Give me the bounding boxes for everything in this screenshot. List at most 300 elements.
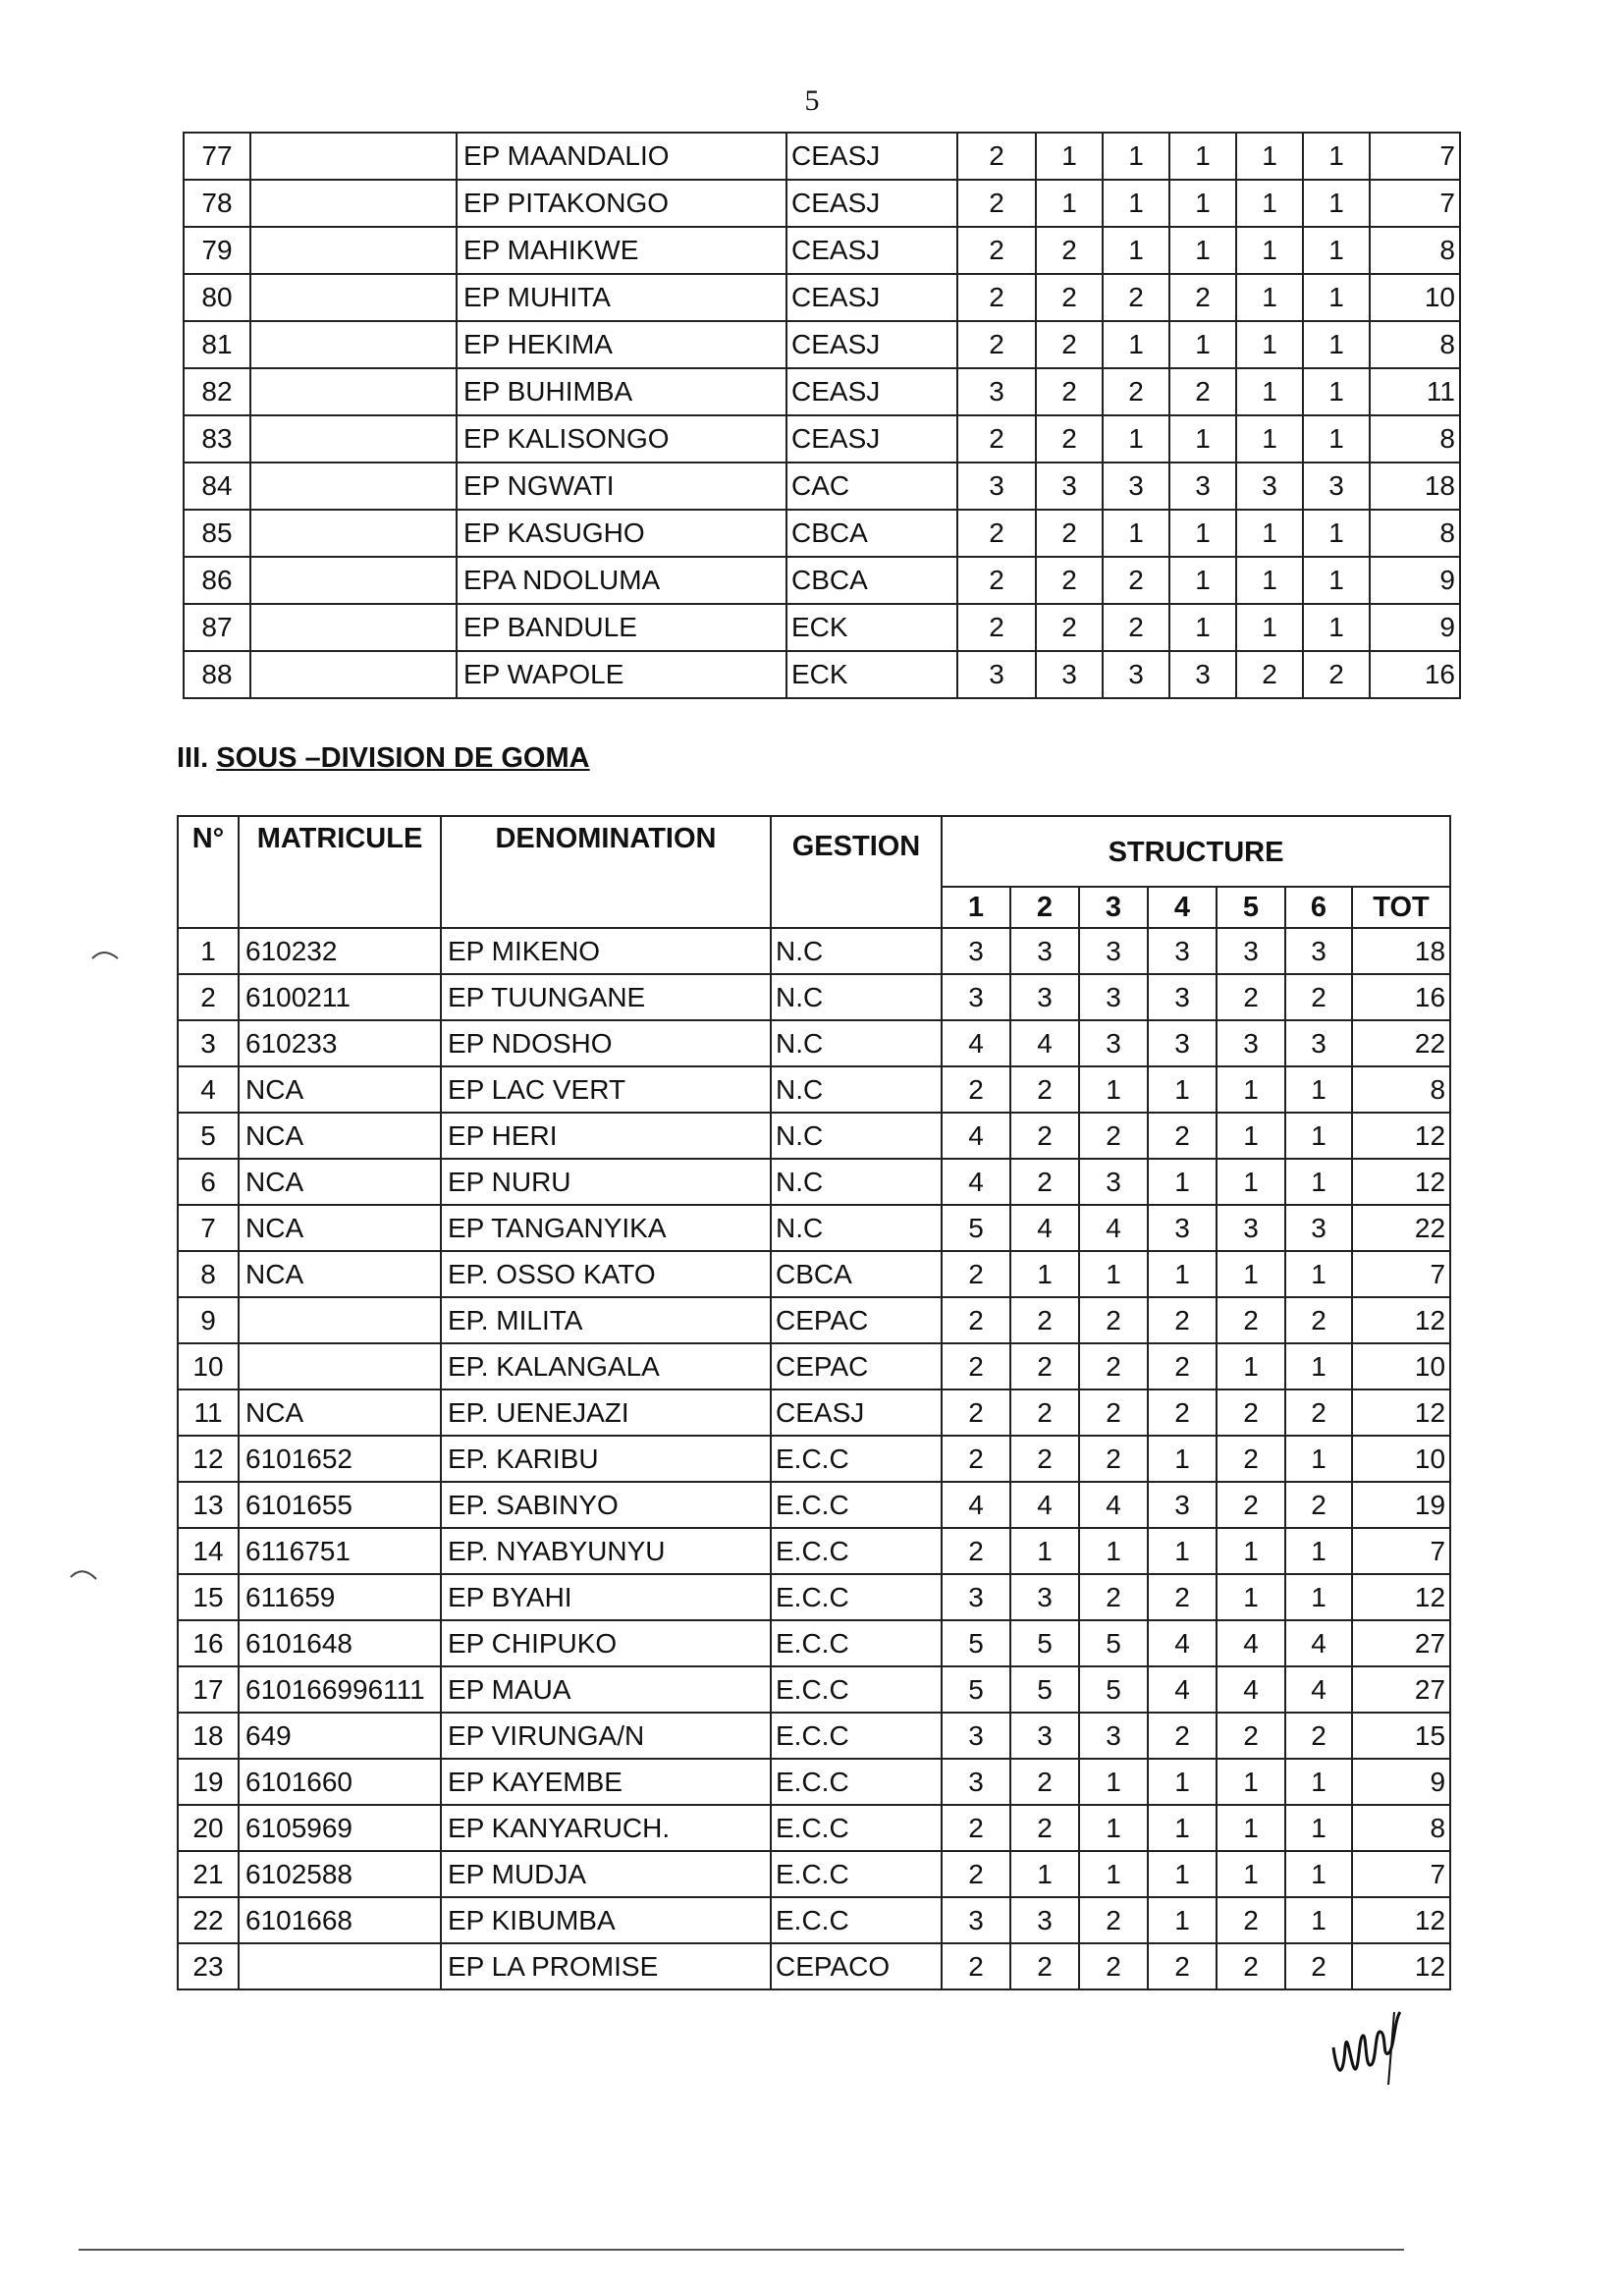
section-prefix: III.	[177, 742, 217, 774]
row-number: 23	[178, 1943, 239, 1989]
structure-cell-1: 2	[942, 1805, 1010, 1851]
gestion-cell: ECK	[786, 604, 957, 651]
table-row	[178, 1020, 1450, 1066]
header-col-5: 5	[1217, 887, 1285, 928]
total-cell: 12	[1352, 1389, 1450, 1436]
structure-cell-5: 2	[1217, 1943, 1285, 1989]
structure-cell-6: 1	[1303, 510, 1370, 557]
structure-cell-5: 3	[1217, 928, 1285, 974]
gestion-cell: E.C.C	[771, 1897, 942, 1943]
margin-mark	[90, 949, 120, 962]
row-number: 81	[184, 321, 250, 368]
structure-cell-6: 2	[1285, 1713, 1352, 1759]
structure-cell-5: 1	[1217, 1251, 1285, 1297]
structure-cell-5: 2	[1217, 1297, 1285, 1343]
structure-cell-4: 3	[1148, 974, 1217, 1020]
matricule-cell	[250, 557, 457, 604]
denomination-cell: EP HERI	[441, 1113, 771, 1159]
gestion-cell: CEASJ	[786, 133, 957, 180]
structure-cell-4: 2	[1148, 1713, 1217, 1759]
gestion-cell: E.C.C	[771, 1759, 942, 1805]
structure-cell-1: 3	[942, 974, 1010, 1020]
structure-cell-6: 4	[1285, 1666, 1352, 1713]
total-cell: 27	[1352, 1666, 1450, 1713]
structure-cell-4: 1	[1169, 415, 1236, 463]
total-cell: 9	[1352, 1759, 1450, 1805]
matricule-cell	[250, 604, 457, 651]
structure-cell-3: 3	[1079, 1713, 1148, 1759]
structure-cell-6: 1	[1303, 368, 1370, 415]
structure-cell-4: 2	[1169, 274, 1236, 321]
gestion-cell: CEASJ	[786, 274, 957, 321]
table-row	[184, 415, 1460, 463]
structure-cell-1: 3	[957, 651, 1036, 698]
structure-cell-1: 2	[957, 321, 1036, 368]
gestion-cell: E.C.C	[771, 1805, 942, 1851]
structure-cell-6: 2	[1285, 1482, 1352, 1528]
structure-cell-4: 2	[1148, 1343, 1217, 1389]
table-row	[184, 133, 1460, 180]
gestion-cell: CEASJ	[786, 180, 957, 227]
row-number: 77	[184, 133, 250, 180]
row-number: 1	[178, 928, 239, 974]
structure-cell-2: 2	[1010, 1759, 1079, 1805]
total-cell: 8	[1370, 415, 1460, 463]
total-cell: 8	[1352, 1805, 1450, 1851]
structure-cell-2: 1	[1010, 1851, 1079, 1897]
table-row	[178, 1943, 1450, 1989]
denomination-cell: EP MAUA	[441, 1666, 771, 1713]
structure-cell-6: 2	[1285, 1389, 1352, 1436]
row-number: 16	[178, 1620, 239, 1666]
structure-cell-2: 5	[1010, 1666, 1079, 1713]
table-row	[178, 1574, 1450, 1620]
structure-cell-1: 3	[942, 928, 1010, 974]
structure-cell-1: 2	[957, 604, 1036, 651]
structure-cell-4: 4	[1148, 1666, 1217, 1713]
header-num: N°	[178, 816, 239, 928]
structure-cell-3: 2	[1103, 368, 1169, 415]
total-cell: 8	[1370, 510, 1460, 557]
structure-cell-1: 2	[942, 1389, 1010, 1436]
total-cell: 12	[1352, 1574, 1450, 1620]
structure-cell-1: 2	[957, 557, 1036, 604]
structure-cell-2: 3	[1010, 1713, 1079, 1759]
matricule-cell: 611659	[239, 1574, 441, 1620]
structure-cell-3: 2	[1103, 604, 1169, 651]
header-col-tot: TOT	[1352, 887, 1450, 928]
row-number: 17	[178, 1666, 239, 1713]
denomination-cell: EP NURU	[441, 1159, 771, 1205]
structure-cell-5: 1	[1236, 510, 1303, 557]
table-row	[178, 928, 1450, 974]
total-cell: 10	[1370, 274, 1460, 321]
row-number: 87	[184, 604, 250, 651]
structure-cell-6: 2	[1303, 651, 1370, 698]
table-row	[184, 227, 1460, 274]
structure-cell-3: 2	[1079, 1436, 1148, 1482]
gestion-cell: CEASJ	[771, 1389, 942, 1436]
gestion-cell: CBCA	[786, 510, 957, 557]
structure-cell-3: 3	[1079, 974, 1148, 1020]
row-number: 2	[178, 974, 239, 1020]
structure-cell-3: 1	[1103, 321, 1169, 368]
gestion-cell: E.C.C	[771, 1528, 942, 1574]
table-row	[178, 1666, 1450, 1713]
structure-cell-6: 4	[1285, 1620, 1352, 1666]
matricule-cell: NCA	[239, 1113, 441, 1159]
structure-cell-4: 1	[1148, 1436, 1217, 1482]
structure-cell-5: 3	[1217, 1205, 1285, 1251]
structure-cell-1: 2	[942, 1528, 1010, 1574]
structure-cell-4: 1	[1169, 510, 1236, 557]
structure-cell-1: 2	[957, 415, 1036, 463]
structure-cell-5: 1	[1236, 321, 1303, 368]
structure-cell-1: 3	[957, 368, 1036, 415]
structure-cell-1: 2	[942, 1851, 1010, 1897]
denomination-cell: EP. NYABYUNYU	[441, 1528, 771, 1574]
denomination-cell: EP MAANDALIO	[457, 133, 786, 180]
structure-cell-5: 4	[1217, 1666, 1285, 1713]
structure-cell-2: 4	[1010, 1205, 1079, 1251]
structure-cell-6: 1	[1285, 1897, 1352, 1943]
goma-table	[177, 815, 1451, 1990]
structure-cell-2: 3	[1010, 1574, 1079, 1620]
structure-cell-5: 1	[1217, 1805, 1285, 1851]
row-number: 15	[178, 1574, 239, 1620]
matricule-cell	[250, 510, 457, 557]
gestion-cell: N.C	[771, 974, 942, 1020]
structure-cell-6: 1	[1303, 415, 1370, 463]
structure-cell-4: 1	[1169, 557, 1236, 604]
structure-cell-5: 2	[1217, 974, 1285, 1020]
row-number: 80	[184, 274, 250, 321]
structure-cell-3: 1	[1079, 1528, 1148, 1574]
structure-cell-2: 3	[1036, 463, 1103, 510]
structure-cell-4: 1	[1148, 1528, 1217, 1574]
matricule-cell: 610232	[239, 928, 441, 974]
total-cell: 7	[1370, 133, 1460, 180]
structure-cell-6: 1	[1303, 557, 1370, 604]
row-number: 4	[178, 1066, 239, 1113]
table-row	[178, 1066, 1450, 1113]
matricule-cell	[239, 1343, 441, 1389]
structure-cell-4: 3	[1169, 463, 1236, 510]
structure-cell-4: 1	[1148, 1805, 1217, 1851]
gestion-cell: N.C	[771, 1113, 942, 1159]
structure-cell-3: 2	[1079, 1343, 1148, 1389]
matricule-cell: NCA	[239, 1205, 441, 1251]
denomination-cell: EPA NDOLUMA	[457, 557, 786, 604]
row-number: 88	[184, 651, 250, 698]
structure-cell-3: 3	[1103, 651, 1169, 698]
total-cell: 10	[1352, 1343, 1450, 1389]
structure-cell-6: 2	[1285, 1943, 1352, 1989]
structure-cell-5: 2	[1217, 1713, 1285, 1759]
total-cell: 19	[1352, 1482, 1450, 1528]
row-number: 86	[184, 557, 250, 604]
row-number: 5	[178, 1113, 239, 1159]
denomination-cell: EP PITAKONGO	[457, 180, 786, 227]
table-row	[178, 1805, 1450, 1851]
structure-cell-4: 1	[1148, 1851, 1217, 1897]
structure-cell-2: 2	[1036, 321, 1103, 368]
structure-cell-3: 1	[1079, 1066, 1148, 1113]
structure-cell-1: 2	[942, 1251, 1010, 1297]
structure-cell-6: 1	[1285, 1574, 1352, 1620]
denomination-cell: EP KAYEMBE	[441, 1759, 771, 1805]
total-cell: 9	[1370, 604, 1460, 651]
structure-cell-4: 2	[1148, 1389, 1217, 1436]
structure-cell-3: 3	[1103, 463, 1169, 510]
structure-cell-4: 2	[1148, 1297, 1217, 1343]
header-col-4: 4	[1148, 887, 1217, 928]
structure-cell-4: 2	[1169, 368, 1236, 415]
total-cell: 12	[1352, 1159, 1450, 1205]
gestion-cell: CEASJ	[786, 368, 957, 415]
denomination-cell: EP KANYARUCH.	[441, 1805, 771, 1851]
structure-cell-1: 3	[942, 1713, 1010, 1759]
denomination-cell: EP TUUNGANE	[441, 974, 771, 1020]
matricule-cell	[250, 133, 457, 180]
matricule-cell: 6101655	[239, 1482, 441, 1528]
structure-cell-6: 1	[1285, 1066, 1352, 1113]
structure-cell-2: 2	[1010, 1389, 1079, 1436]
denomination-cell: EP. KALANGALA	[441, 1343, 771, 1389]
margin-mark	[69, 1567, 98, 1581]
denomination-cell: EP CHIPUKO	[441, 1620, 771, 1666]
row-number: 9	[178, 1297, 239, 1343]
header-matricule: MATRICULE	[239, 816, 441, 928]
page-number: 5	[804, 84, 820, 117]
structure-cell-5: 1	[1217, 1574, 1285, 1620]
structure-cell-4: 1	[1148, 1759, 1217, 1805]
total-cell: 7	[1352, 1528, 1450, 1574]
matricule-cell: 6101660	[239, 1759, 441, 1805]
header-col-6: 6	[1285, 887, 1352, 928]
matricule-cell: 610166996111	[239, 1666, 441, 1713]
structure-cell-1: 4	[942, 1482, 1010, 1528]
structure-cell-1: 2	[942, 1297, 1010, 1343]
structure-cell-5: 2	[1217, 1389, 1285, 1436]
denomination-cell: EP. UENEJAZI	[441, 1389, 771, 1436]
structure-cell-6: 1	[1285, 1113, 1352, 1159]
row-number: 85	[184, 510, 250, 557]
total-cell: 15	[1352, 1713, 1450, 1759]
structure-cell-2: 2	[1036, 227, 1103, 274]
structure-cell-3: 1	[1079, 1759, 1148, 1805]
structure-cell-4: 1	[1169, 227, 1236, 274]
total-cell: 11	[1370, 368, 1460, 415]
structure-cell-4: 3	[1148, 1482, 1217, 1528]
structure-cell-4: 1	[1169, 604, 1236, 651]
matricule-cell: 6100211	[239, 974, 441, 1020]
matricule-cell	[250, 321, 457, 368]
denomination-cell: EP WAPOLE	[457, 651, 786, 698]
structure-cell-2: 5	[1010, 1620, 1079, 1666]
structure-cell-2: 1	[1010, 1251, 1079, 1297]
structure-cell-2: 2	[1010, 1159, 1079, 1205]
structure-cell-2: 2	[1010, 1943, 1079, 1989]
total-cell: 27	[1352, 1620, 1450, 1666]
structure-cell-4: 1	[1148, 1159, 1217, 1205]
denomination-cell: EP NDOSHO	[441, 1020, 771, 1066]
row-number: 84	[184, 463, 250, 510]
structure-cell-2: 2	[1036, 415, 1103, 463]
row-number: 14	[178, 1528, 239, 1574]
structure-cell-6: 1	[1285, 1528, 1352, 1574]
bottom-rule	[79, 2249, 1404, 2251]
denomination-cell: EP KASUGHO	[457, 510, 786, 557]
total-cell: 22	[1352, 1020, 1450, 1066]
denomination-cell: EP MAHIKWE	[457, 227, 786, 274]
structure-cell-6: 1	[1285, 1851, 1352, 1897]
matricule-cell: 6101668	[239, 1897, 441, 1943]
matricule-cell: 649	[239, 1713, 441, 1759]
structure-cell-5: 3	[1217, 1020, 1285, 1066]
row-number: 78	[184, 180, 250, 227]
table-row	[178, 1113, 1450, 1159]
structure-cell-1: 2	[942, 1436, 1010, 1482]
structure-cell-4: 2	[1148, 1574, 1217, 1620]
matricule-cell: 6101648	[239, 1620, 441, 1666]
gestion-cell: E.C.C	[771, 1574, 942, 1620]
table-row	[178, 1297, 1450, 1343]
structure-cell-5: 1	[1217, 1759, 1285, 1805]
denomination-cell: EP MUDJA	[441, 1851, 771, 1897]
row-number: 82	[184, 368, 250, 415]
gestion-cell: E.C.C	[771, 1482, 942, 1528]
structure-cell-6: 1	[1303, 274, 1370, 321]
structure-cell-3: 2	[1079, 1574, 1148, 1620]
denomination-cell: EP LAC VERT	[441, 1066, 771, 1113]
table-row	[178, 1713, 1450, 1759]
gestion-cell: CEPAC	[771, 1343, 942, 1389]
total-cell: 8	[1370, 227, 1460, 274]
structure-cell-3: 5	[1079, 1620, 1148, 1666]
structure-cell-2: 4	[1010, 1020, 1079, 1066]
table-row	[178, 1620, 1450, 1666]
structure-cell-3: 4	[1079, 1482, 1148, 1528]
structure-cell-2: 2	[1010, 1113, 1079, 1159]
structure-cell-4: 3	[1148, 1205, 1217, 1251]
structure-cell-2: 2	[1010, 1066, 1079, 1113]
structure-cell-2: 3	[1010, 1897, 1079, 1943]
denomination-cell: EP MIKENO	[441, 928, 771, 974]
structure-cell-1: 3	[942, 1574, 1010, 1620]
structure-cell-1: 3	[942, 1897, 1010, 1943]
matricule-cell	[239, 1297, 441, 1343]
denomination-cell: EP NGWATI	[457, 463, 786, 510]
structure-cell-6: 1	[1303, 604, 1370, 651]
gestion-cell: N.C	[771, 1020, 942, 1066]
row-number: 11	[178, 1389, 239, 1436]
denomination-cell: EP HEKIMA	[457, 321, 786, 368]
table-row	[184, 368, 1460, 415]
gestion-cell: CEPACO	[771, 1943, 942, 1989]
row-number: 19	[178, 1759, 239, 1805]
structure-cell-2: 2	[1036, 510, 1103, 557]
structure-cell-4: 2	[1148, 1113, 1217, 1159]
header-row	[178, 816, 1450, 887]
table-row	[184, 274, 1460, 321]
structure-cell-1: 2	[957, 180, 1036, 227]
structure-cell-5: 1	[1236, 227, 1303, 274]
matricule-cell	[250, 463, 457, 510]
table-row	[178, 1851, 1450, 1897]
structure-cell-6: 1	[1303, 180, 1370, 227]
table-row	[178, 1159, 1450, 1205]
structure-cell-1: 3	[942, 1759, 1010, 1805]
gestion-cell: N.C	[771, 1066, 942, 1113]
section-title	[177, 742, 590, 775]
row-number: 3	[178, 1020, 239, 1066]
table-row	[178, 1389, 1450, 1436]
structure-cell-6: 3	[1285, 1205, 1352, 1251]
gestion-cell: CEPAC	[771, 1297, 942, 1343]
row-number: 10	[178, 1343, 239, 1389]
row-number: 6	[178, 1159, 239, 1205]
structure-cell-3: 1	[1079, 1851, 1148, 1897]
structure-cell-5: 1	[1236, 604, 1303, 651]
structure-cell-3: 2	[1103, 557, 1169, 604]
total-cell: 9	[1370, 557, 1460, 604]
row-number: 21	[178, 1851, 239, 1897]
structure-cell-4: 1	[1148, 1897, 1217, 1943]
matricule-cell	[250, 274, 457, 321]
structure-cell-4: 4	[1148, 1620, 1217, 1666]
matricule-cell	[250, 651, 457, 698]
structure-cell-3: 3	[1079, 1159, 1148, 1205]
header-col-1: 1	[942, 887, 1010, 928]
table-row	[184, 604, 1460, 651]
structure-cell-1: 2	[957, 510, 1036, 557]
structure-cell-5: 1	[1217, 1528, 1285, 1574]
structure-cell-1: 2	[942, 1343, 1010, 1389]
table-row	[184, 557, 1460, 604]
denomination-cell: EP LA PROMISE	[441, 1943, 771, 1989]
gestion-cell: E.C.C	[771, 1666, 942, 1713]
table-row	[178, 1205, 1450, 1251]
structure-cell-1: 4	[942, 1159, 1010, 1205]
total-cell: 7	[1352, 1251, 1450, 1297]
structure-cell-1: 4	[942, 1020, 1010, 1066]
structure-cell-5: 1	[1217, 1159, 1285, 1205]
total-cell: 16	[1352, 974, 1450, 1020]
denomination-cell: EP. OSSO KATO	[441, 1251, 771, 1297]
total-cell: 8	[1352, 1066, 1450, 1113]
gestion-cell: CBCA	[771, 1251, 942, 1297]
structure-cell-6: 3	[1285, 1020, 1352, 1066]
row-number: 20	[178, 1805, 239, 1851]
row-number: 18	[178, 1713, 239, 1759]
structure-cell-1: 2	[942, 1943, 1010, 1989]
structure-cell-6: 1	[1303, 133, 1370, 180]
denomination-cell: EP BANDULE	[457, 604, 786, 651]
structure-cell-5: 2	[1236, 651, 1303, 698]
structure-cell-1: 3	[957, 463, 1036, 510]
denomination-cell: EP KALISONGO	[457, 415, 786, 463]
total-cell: 10	[1352, 1436, 1450, 1482]
structure-cell-1: 2	[957, 227, 1036, 274]
table-row	[178, 974, 1450, 1020]
structure-cell-6: 1	[1285, 1251, 1352, 1297]
structure-cell-6: 3	[1303, 463, 1370, 510]
header-col-2: 2	[1010, 887, 1079, 928]
structure-cell-5: 3	[1236, 463, 1303, 510]
structure-cell-6: 1	[1303, 227, 1370, 274]
structure-cell-3: 2	[1103, 274, 1169, 321]
